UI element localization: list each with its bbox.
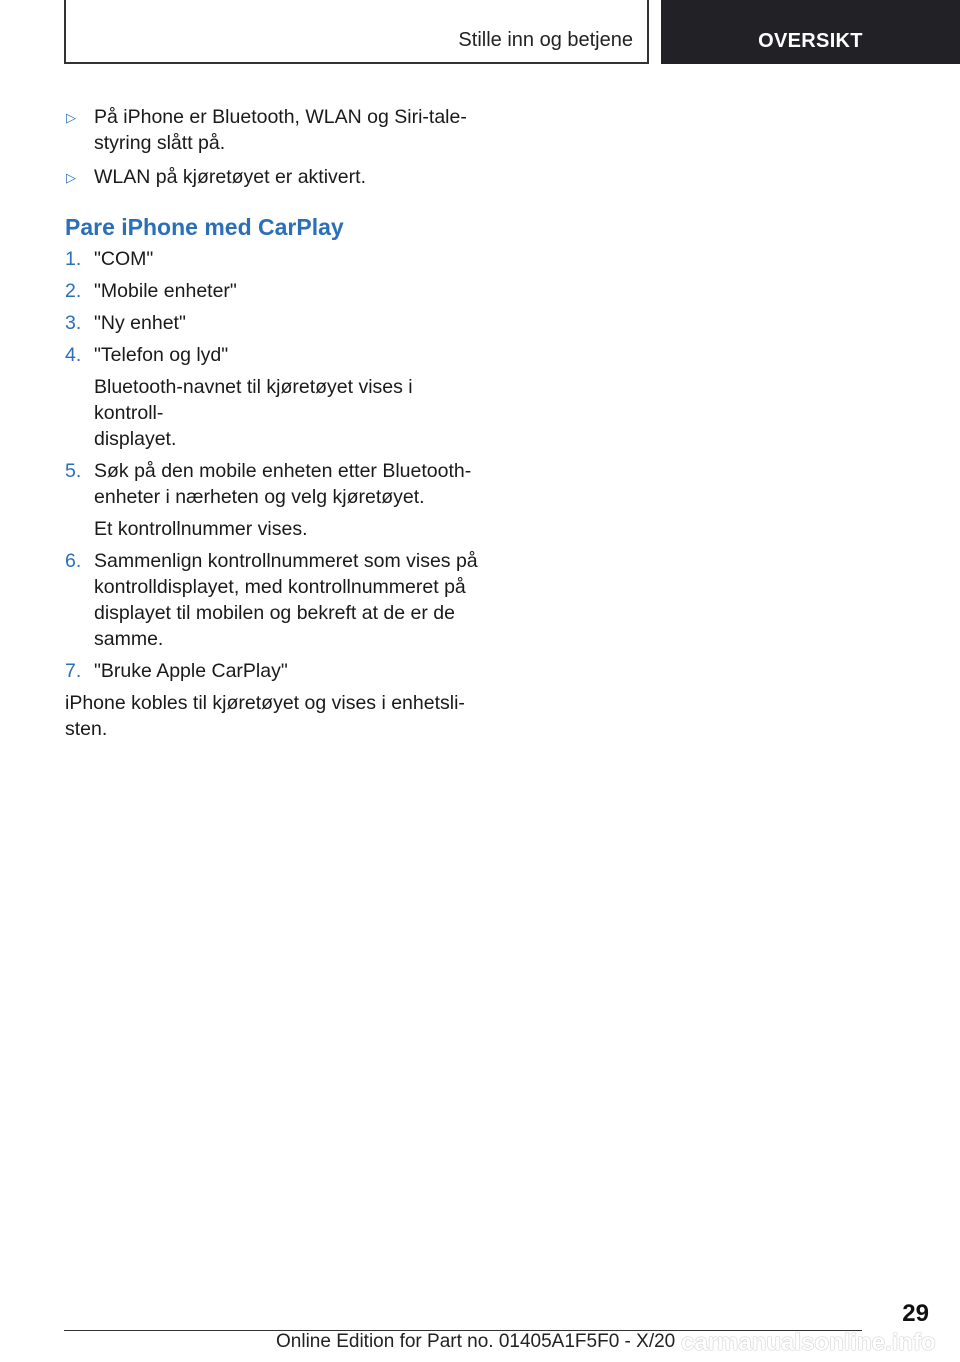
step-item — [65, 548, 480, 652]
step-text-line: displayet til mobilen og bekreft at de er de — [94, 602, 455, 624]
step-text: "Mobile enheter" — [94, 280, 237, 302]
chapter-tab-label: OVERSIKT — [758, 29, 863, 52]
list-item — [65, 104, 480, 156]
step-note-line: displayet. — [94, 428, 177, 450]
step-item — [65, 658, 480, 684]
step-text: "Bruke Apple CarPlay" — [94, 660, 288, 682]
step-text-line: samme. — [94, 628, 164, 650]
header-section-box — [64, 0, 649, 64]
step-text-line: Sammenlign kontrollnummeret som vises på — [94, 550, 478, 572]
section-heading: Pare iPhone med CarPlay — [65, 214, 344, 240]
step-note — [65, 374, 480, 452]
list-item — [65, 164, 480, 190]
main-content — [65, 104, 480, 742]
step-number: 6. — [65, 550, 82, 572]
step-number: 3. — [65, 312, 82, 334]
step-number: 7. — [65, 660, 82, 682]
step-item — [65, 458, 480, 510]
triangle-right-icon: ▷ — [66, 110, 76, 125]
step-number: 1. — [65, 248, 82, 270]
step-text: "Ny enhet" — [94, 312, 186, 334]
step-text: "COM" — [94, 248, 154, 270]
step-number: 4. — [65, 344, 82, 366]
step-number: 5. — [65, 460, 82, 482]
watermark: carmanualsonline.info — [681, 1329, 936, 1356]
chapter-tab[interactable] — [661, 0, 960, 64]
step-text-line: kontrolldisplayet, med kontrollnummeret på — [94, 576, 466, 598]
step-note — [65, 516, 480, 542]
closing-paragraph — [65, 690, 480, 742]
closing-line: sten. — [65, 718, 108, 740]
step-text: "Telefon og lyd" — [94, 344, 229, 366]
page-number: 29 — [902, 1300, 929, 1327]
step-item — [65, 310, 480, 336]
step-note-line: Et kontrollnummer vises. — [94, 518, 308, 540]
step-note-line: Bluetooth-navnet til kjøretøyet vises i kontroll- — [94, 376, 413, 424]
step-item — [65, 246, 480, 272]
step-text-line: Søk på den mobile enheten etter Bluetooth- — [94, 460, 472, 482]
bullet-text: WLAN på kjøretøyet er aktivert. — [94, 166, 366, 188]
section-title: Stille inn og betjene — [458, 29, 633, 51]
step-text-line: enheter i nærheten og velg kjøretøyet. — [94, 486, 425, 508]
step-item — [65, 342, 480, 368]
bullet-line: styring slått på. — [94, 132, 226, 154]
footer-edition-text: Online Edition for Part no. 01405A1F5F0 - X/20 — [276, 1331, 676, 1352]
step-item — [65, 278, 480, 304]
closing-line: iPhone kobles til kjøretøyet og vises i enhetsli- — [65, 692, 465, 714]
step-number: 2. — [65, 280, 82, 302]
bullet-line: På iPhone er Bluetooth, WLAN og Siri-tale- — [94, 106, 467, 128]
triangle-right-icon: ▷ — [66, 170, 76, 185]
